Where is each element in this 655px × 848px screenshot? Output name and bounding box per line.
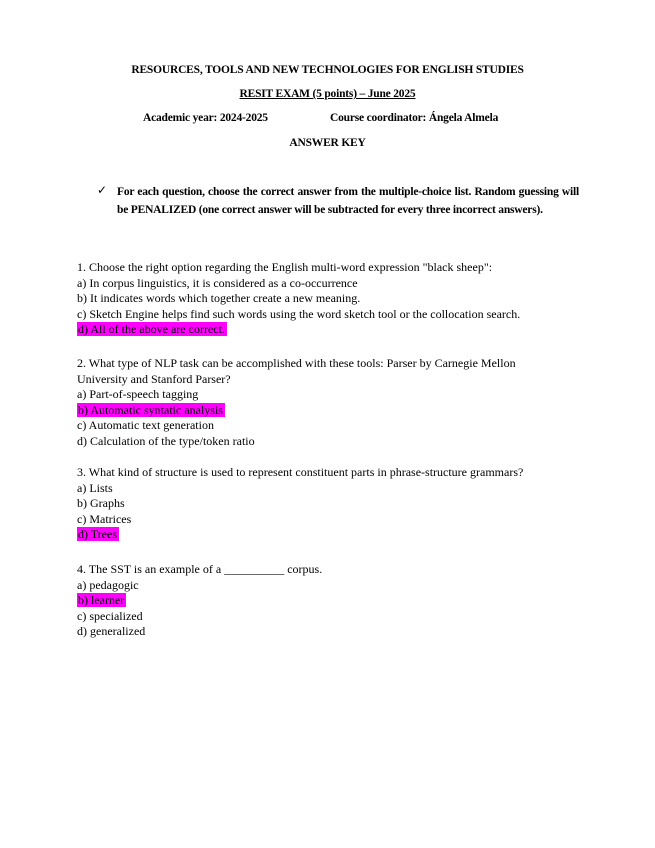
option-d: d) generalized (77, 624, 146, 638)
question-prompt: 3. What kind of structure is used to represent constituent parts in phrase-structure grammars? (77, 465, 524, 479)
correct-option-b: b) learner (78, 593, 125, 607)
option-b: b) It indicates words which together create a new meaning. (77, 291, 361, 305)
option-a: a) Part-of-speech tagging (77, 387, 199, 401)
question-prompt-cont: University and Stanford Parser? (77, 371, 231, 386)
exam-subtitle-text: RESIT EXAM (5 points) – June 2025 (239, 88, 416, 100)
exam-subtitle (0, 88, 655, 100)
correct-option-d: d) Trees (78, 527, 118, 541)
correct-option-b: b) Automatic syntatic analysis (78, 402, 223, 417)
option-c: c) Sketch Engine helps find such words using the word sketch tool or the collocation search. (77, 306, 521, 321)
question-prompt: 4. The SST is an example of a __________ corpus. (77, 562, 323, 576)
question-prompt: 1. Choose the right option regarding the English multi-word expression "black sheep": (77, 260, 493, 274)
course-coordinator: Course coordinator: Ángela Almela (330, 112, 499, 124)
option-a: a) Lists (77, 480, 113, 495)
academic-year: Academic year: 2024-2025 (143, 112, 268, 124)
option-c: c) Automatic text generation (77, 418, 214, 432)
option-c: c) specialized (77, 608, 143, 623)
option-c: c) Matrices (77, 511, 132, 526)
question-3 (77, 465, 577, 543)
question-1 (77, 260, 577, 338)
question-4 (77, 562, 577, 640)
question-prompt: 2. What type of NLP task can be accomplished with these tools: Parser by Carnegie Mellon (77, 356, 516, 370)
option-b: b) Graphs (77, 496, 125, 510)
check-icon: ✓ (97, 183, 108, 197)
correct-option-d: d) All of the above are correct. (78, 322, 225, 336)
option-a: a) pedagogic (77, 577, 139, 592)
instructions-text: For each question, choose the correct answer from the multiple-choice list. Random guessing will be PENALIZED (one correct answer will be subtracted for every three incorrect answers). (117, 186, 579, 216)
question-2 (77, 356, 577, 449)
document-title: RESOURCES, TOOLS AND NEW TECHNOLOGIES FOR ENGLISH STUDIES (131, 64, 524, 76)
answer-key-heading: ANSWER KEY (289, 137, 366, 149)
option-d: d) Calculation of the type/token ratio (77, 433, 255, 448)
option-a: a) In corpus linguistics, it is considered as a co-occurrence (77, 275, 358, 290)
